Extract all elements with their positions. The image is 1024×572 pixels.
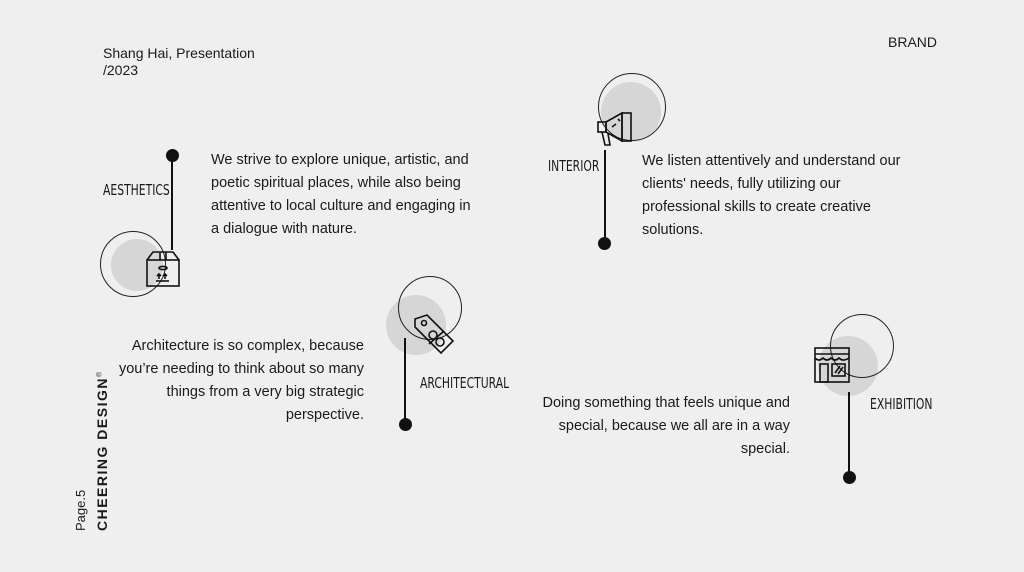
aesthetics-line: [171, 155, 173, 250]
interior-dot: [598, 237, 611, 250]
registered-mark: ®: [96, 370, 104, 378]
aesthetics-text: We strive to explore unique, artistic, and poetic spiritual places, while also being attentive to local culture and engaging in a dialogue with nature.: [211, 152, 471, 237]
aesthetics-label: AESTHETICS: [103, 181, 170, 199]
architectural-line: [404, 338, 406, 423]
brand-label: BRAND: [888, 34, 938, 50]
exhibition-label: EXHIBITION: [870, 395, 933, 413]
location-text: Shang Hai, Presentation: [103, 45, 255, 61]
exhibition-line: [848, 392, 850, 477]
header-location: [103, 45, 255, 79]
megaphone-icon: [596, 109, 636, 153]
interior-label: INTERIOR: [548, 157, 600, 175]
architectural-label: ARCHITECTURAL: [420, 374, 510, 392]
price-tag-icon: [411, 311, 457, 357]
box-icon: [141, 248, 185, 290]
page-number: Page.5: [73, 489, 88, 531]
year-text: /2023: [103, 62, 139, 78]
storefront-icon: [812, 346, 852, 384]
exhibition-dot: [843, 471, 856, 484]
architectural-dot: [399, 418, 412, 431]
company-name-text: CHEERING DESIGN: [94, 377, 110, 531]
architectural-text: Architecture is so complex, because you’re needing to think about so many things from a very big strategic perspective.: [118, 338, 364, 423]
interior-line: [604, 150, 606, 242]
exhibition-text: Doing something that feels unique and special, because we all are in a way special.: [542, 395, 790, 457]
interior-text: We listen attentively and understand our clients' needs, fully utilizing our professional skills to create creative solutions.: [642, 153, 901, 238]
